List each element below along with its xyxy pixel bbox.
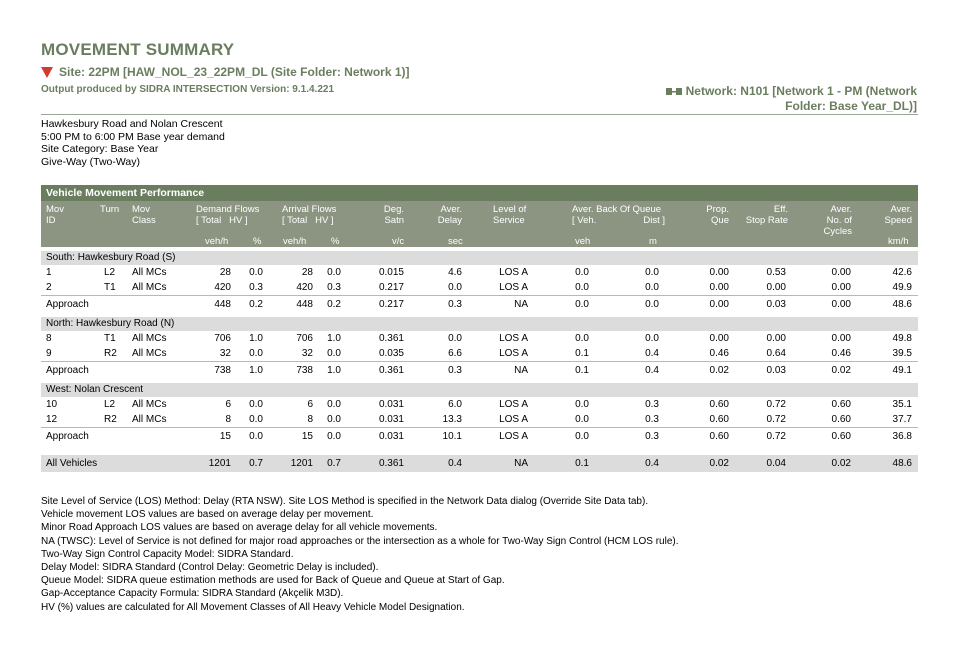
cell-spd: 37.7 [892, 414, 912, 425]
cell-cls: All MCs [132, 348, 167, 359]
cell-spd: 48.6 [892, 458, 912, 469]
cell-prop: 0.00 [709, 267, 729, 278]
cell-los: LOS A [499, 399, 528, 410]
cell-qv: 0.0 [575, 299, 589, 310]
cell-cyc: 0.60 [831, 431, 851, 442]
cell-qd: 0.0 [645, 267, 659, 278]
cell-eff: 0.03 [766, 299, 786, 310]
cell-ahv: 0.3 [327, 282, 341, 293]
cell-at: 706 [296, 333, 313, 344]
cell-dt: 448 [214, 299, 231, 310]
col-class: Mov Class [132, 204, 156, 226]
table-row [41, 331, 918, 346]
cell-prop: 0.02 [709, 365, 729, 376]
cell-turn: L2 [104, 399, 116, 410]
cell-qd: 0.4 [645, 365, 659, 376]
note-line: Gap-Acceptance Capacity Formula: SIDRA Standard (Akçelik M3D). [41, 588, 344, 600]
cell-spd: 49.1 [892, 365, 912, 376]
cell-prop: 0.60 [709, 414, 729, 425]
cell-qv: 0.0 [575, 414, 589, 425]
cell-qv: 0.1 [575, 348, 589, 359]
cell-qd: 0.0 [645, 282, 659, 293]
cell-cyc: 0.60 [831, 399, 851, 410]
cell-los: NA [514, 458, 528, 469]
network-label-2: Folder: Base Year_DL)] [785, 99, 917, 113]
cell-id: 9 [46, 348, 52, 359]
cell-cyc: 0.60 [831, 414, 851, 425]
cell-cls: All MCs [132, 282, 167, 293]
table-row [41, 265, 918, 280]
cell-deg: 0.361 [378, 333, 404, 344]
cell-dhv: 0.3 [249, 282, 263, 293]
cell-at: 738 [296, 365, 313, 376]
cell-qd: 0.0 [645, 333, 659, 344]
cell-ahv: 0.0 [327, 267, 341, 278]
note-line: Delay Model: SIDRA Standard (Control Delay: Geometric Delay is included). [41, 562, 379, 574]
col-mov: Mov ID [46, 204, 64, 226]
section-header: West: Nolan Crescent [41, 383, 918, 397]
location-text: Hawkesbury Road and Nolan Crescent [41, 118, 223, 130]
table-row [41, 397, 918, 412]
cell-qd: 0.0 [645, 299, 659, 310]
cell-dt: 706 [214, 333, 231, 344]
cell-dt: 738 [214, 365, 231, 376]
cell-at: 15 [301, 431, 313, 442]
col-arrival: Arrival Flows [ Total HV ] [282, 204, 337, 226]
col-turn: Turn [100, 204, 120, 215]
cell-dhv: 0.2 [249, 299, 263, 310]
cell-spd: 49.8 [892, 333, 912, 344]
cell-delay: 0.0 [448, 333, 462, 344]
cell-cyc: 0.00 [831, 299, 851, 310]
unit-arrival-hv: % [331, 236, 340, 247]
cell-turn: R2 [104, 348, 117, 359]
site-line [41, 65, 410, 79]
unit-speed: km/h [888, 236, 909, 247]
note-line: Vehicle movement LOS values are based on average delay per movement. [41, 509, 374, 521]
approach-row [41, 295, 918, 313]
cell-cyc: 0.02 [831, 458, 851, 469]
cell-los: NA [514, 365, 528, 376]
cell-deg: 0.217 [378, 299, 404, 310]
cell-delay: 0.3 [448, 299, 462, 310]
cell-deg: 0.361 [378, 458, 404, 469]
cell-cyc: 0.00 [831, 282, 851, 293]
unit-demand-hv: % [253, 236, 262, 247]
cell-delay: 4.6 [448, 267, 462, 278]
cell-qv: 0.1 [575, 365, 589, 376]
section-header: South: Hawkesbury Road (S) [41, 251, 918, 265]
cell-eff: 0.53 [766, 267, 786, 278]
warning-triangle-icon [41, 67, 53, 78]
cell-dhv: 0.0 [249, 267, 263, 278]
note-line: Queue Model: SIDRA queue estimation methods are used for Back of Queue and Queue at Start of Gap. [41, 575, 505, 587]
cell-ahv: 0.0 [327, 414, 341, 425]
cell-qd: 0.3 [645, 399, 659, 410]
movement-table [41, 185, 918, 472]
cell-dhv: 0.0 [249, 414, 263, 425]
col-speed: Aver. Speed [884, 204, 912, 226]
cell-dhv: 1.0 [249, 365, 263, 376]
table-header [41, 201, 918, 247]
category-text: Site Category: Base Year [41, 143, 159, 155]
cell-dhv: 1.0 [249, 333, 263, 344]
cell-qv: 0.0 [575, 399, 589, 410]
cell-cyc: 0.00 [831, 333, 851, 344]
cell-eff: 0.00 [766, 333, 786, 344]
cell-ahv: 0.0 [327, 348, 341, 359]
cell-spd: 39.5 [892, 348, 912, 359]
cell-delay: 0.3 [448, 365, 462, 376]
cell-id: Approach [46, 431, 89, 442]
cell-id: 8 [46, 333, 52, 344]
cell-delay: 6.0 [448, 399, 462, 410]
period-text: 5:00 PM to 6:00 PM Base year demand [41, 130, 225, 143]
unit-delay: sec [448, 236, 463, 247]
page-title: MOVEMENT SUMMARY [41, 40, 235, 59]
table-row [41, 280, 918, 295]
approach-row [41, 361, 918, 379]
cell-prop: 0.00 [709, 299, 729, 310]
cell-eff: 0.00 [766, 282, 786, 293]
cell-qv: 0.0 [575, 333, 589, 344]
cell-at: 8 [307, 414, 313, 425]
cell-delay: 10.1 [442, 431, 462, 442]
cell-at: 420 [296, 282, 313, 293]
cell-deg: 0.031 [378, 414, 404, 425]
cell-ahv: 0.2 [327, 299, 341, 310]
cell-eff: 0.03 [766, 365, 786, 376]
col-eff: Eff. Stop Rate [745, 204, 788, 226]
col-queue: Aver. Back Of Queue [ Veh. Dist ] [572, 204, 665, 226]
cell-spd: 48.6 [892, 299, 912, 310]
col-deg: Deg. Satn [383, 204, 404, 226]
network-icon [666, 87, 682, 96]
cell-qv: 0.1 [575, 458, 589, 469]
cell-qd: 0.3 [645, 414, 659, 425]
cell-cyc: 0.02 [831, 365, 851, 376]
cell-spd: 42.6 [892, 267, 912, 278]
cell-cls: All MCs [132, 267, 167, 278]
cell-at: 1201 [290, 458, 313, 469]
cell-delay: 0.4 [448, 458, 462, 469]
cell-cls: All MCs [132, 414, 167, 425]
cell-prop: 0.00 [709, 282, 729, 293]
cell-at: 448 [296, 299, 313, 310]
cell-dt: 8 [225, 414, 231, 425]
network-label-1: Network: N101 [Network 1 - PM (Network [685, 84, 917, 98]
network-info [666, 84, 917, 114]
cell-dt: 420 [214, 282, 231, 293]
cell-cls: All MCs [132, 333, 167, 344]
note-line: Two-Way Sign Control Capacity Model: SIDRA Standard. [41, 548, 294, 560]
cell-qv: 0.0 [575, 267, 589, 278]
col-los: Level of Service [493, 204, 527, 226]
notes-section [41, 495, 679, 614]
unit-queue-dist: m [649, 236, 657, 247]
cell-delay: 6.6 [448, 348, 462, 359]
cell-id: 2 [46, 282, 52, 293]
cell-eff: 0.04 [766, 458, 786, 469]
unit-arrival-total: veh/h [283, 236, 307, 247]
cell-delay: 0.0 [448, 282, 462, 293]
cell-prop: 0.46 [709, 348, 729, 359]
cell-qv: 0.0 [575, 431, 589, 442]
cell-los: LOS A [499, 333, 528, 344]
table-row [41, 412, 918, 427]
cell-spd: 36.8 [892, 431, 912, 442]
cell-prop: 0.02 [709, 458, 729, 469]
cell-qd: 0.4 [645, 348, 659, 359]
unit-deg: v/c [392, 236, 405, 247]
unit-demand-total: veh/h [205, 236, 229, 247]
cell-qd: 0.3 [645, 431, 659, 442]
table-caption: Vehicle Movement Performance [41, 185, 918, 201]
table-row [41, 346, 918, 361]
note-line: Minor Road Approach LOS values are based on average delay for all vehicle movements. [41, 522, 438, 534]
col-demand: Demand Flows [ Total HV ] [196, 204, 260, 226]
cell-deg: 0.035 [378, 348, 404, 359]
cell-los: LOS A [499, 348, 528, 359]
col-prop: Prop. Que [706, 204, 729, 226]
cell-id: Approach [46, 365, 89, 376]
cell-turn: T1 [104, 282, 116, 293]
cell-id: Approach [46, 299, 89, 310]
cell-dhv: 0.0 [249, 431, 263, 442]
approach-row [41, 427, 918, 445]
cell-qv: 0.0 [575, 282, 589, 293]
cell-ahv: 0.7 [327, 458, 341, 469]
cell-dt: 1201 [208, 458, 231, 469]
cell-deg: 0.217 [378, 282, 404, 293]
cell-los: LOS A [499, 431, 528, 442]
all-vehicles-row [41, 455, 918, 472]
header-divider [41, 114, 918, 115]
cell-los: LOS A [499, 282, 528, 293]
cell-cyc: 0.46 [831, 348, 851, 359]
cell-los: LOS A [499, 267, 528, 278]
cell-turn: R2 [104, 414, 117, 425]
site-label: Site: 22PM [HAW_NOL_23_22PM_DL (Site Folder: Network 1)] [59, 65, 410, 79]
cell-eff: 0.72 [766, 431, 786, 442]
cell-dt: 15 [219, 431, 231, 442]
cell-id: 12 [46, 414, 58, 425]
cell-dt: 28 [219, 267, 231, 278]
cell-delay: 13.3 [442, 414, 462, 425]
unit-queue-veh: veh [575, 236, 591, 247]
cell-id: 1 [46, 267, 52, 278]
cell-dt: 6 [225, 399, 231, 410]
output-info: Output produced by SIDRA INTERSECTION Version: 9.1.4.221 [41, 84, 335, 95]
note-line: Site Level of Service (LOS) Method: Delay (RTA NSW). Site LOS Method is specified in the Network Data dialog (Override Site Data tab). [41, 496, 649, 507]
cell-cls: All MCs [132, 399, 167, 410]
cell-deg: 0.031 [378, 431, 404, 442]
section-header: North: Hawkesbury Road (N) [41, 317, 918, 331]
cell-ahv: 0.0 [327, 399, 341, 410]
cell-deg: 0.015 [378, 267, 404, 278]
cell-eff: 0.64 [766, 348, 786, 359]
cell-turn: L2 [104, 267, 116, 278]
cell-eff: 0.72 [766, 414, 786, 425]
site-info [41, 118, 225, 168]
control-text: Give-Way (Two-Way) [41, 155, 140, 168]
cell-eff: 0.72 [766, 399, 786, 410]
cell-id: 10 [46, 399, 58, 410]
cell-ahv: 0.0 [327, 431, 341, 442]
cell-los: LOS A [499, 414, 528, 425]
cell-los: NA [514, 299, 528, 310]
cell-prop: 0.00 [709, 333, 729, 344]
note-line: HV (%) values are calculated for All Movement Classes of All Heavy Vehicle Model Designation. [41, 601, 465, 613]
cell-deg: 0.361 [378, 365, 404, 376]
col-delay: Aver. Delay [437, 204, 462, 226]
cell-at: 32 [301, 348, 313, 359]
cell-turn: T1 [104, 333, 116, 344]
cell-dhv: 0.7 [249, 458, 263, 469]
cell-id: All Vehicles [46, 458, 98, 469]
cell-prop: 0.60 [709, 431, 729, 442]
cell-spd: 35.1 [892, 399, 912, 410]
cell-qd: 0.4 [645, 458, 659, 469]
col-cycles: Aver. No. of Cycles [823, 204, 852, 237]
table-body [41, 251, 918, 472]
cell-prop: 0.60 [709, 399, 729, 410]
cell-at: 28 [301, 267, 313, 278]
cell-dhv: 0.0 [249, 399, 263, 410]
cell-dhv: 0.0 [249, 348, 263, 359]
cell-dt: 32 [219, 348, 231, 359]
cell-cyc: 0.00 [831, 267, 851, 278]
cell-deg: 0.031 [378, 399, 404, 410]
cell-spd: 49.9 [892, 282, 912, 293]
cell-ahv: 1.0 [327, 333, 341, 344]
note-line: NA (TWSC): Level of Service is not defined for major road approaches or the intersection as a whole for Two-Way Sign Control (HCM LOS rule). [41, 535, 679, 547]
cell-at: 6 [307, 399, 313, 410]
cell-ahv: 1.0 [327, 365, 341, 376]
